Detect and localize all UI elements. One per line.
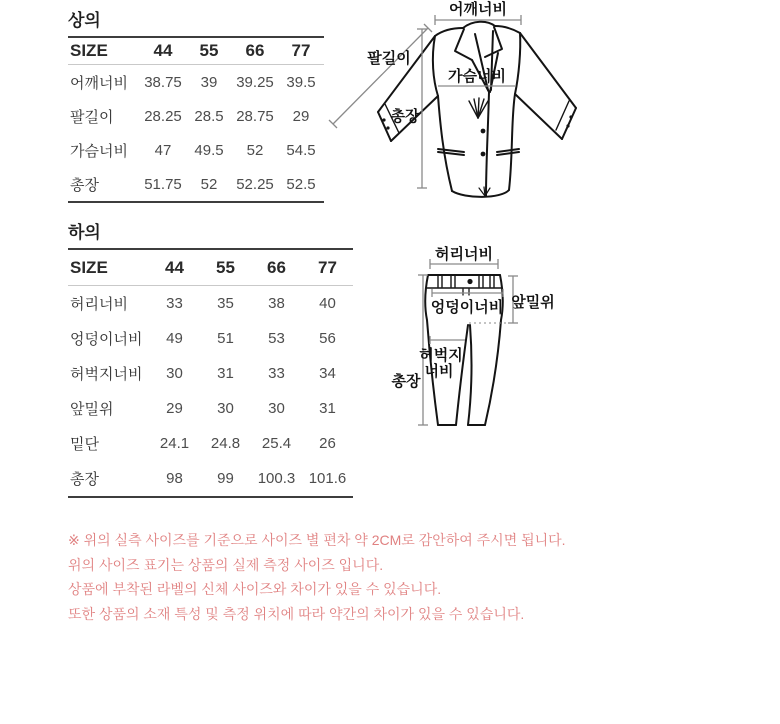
size-cell: 52 — [200, 175, 218, 193]
size-cell: 28.25 — [144, 107, 182, 125]
size-cell: 39.25 — [236, 73, 274, 91]
header-cell: 55 — [199, 41, 219, 60]
thigh-width-label-line2: 너비 — [424, 363, 454, 380]
size-cell: 28.75 — [236, 107, 274, 125]
note-line: ※ 위의 실측 사이즈를 기준으로 사이즈 별 편차 약 2CM로 감안하여 주시면 됩니다. — [68, 532, 566, 548]
size-cell: 98 — [166, 470, 183, 487]
waist-width-label: 허리너비 — [435, 246, 493, 263]
size-cell: 31 — [319, 400, 336, 417]
pants-measure-lines — [418, 259, 518, 425]
top-size-table — [68, 36, 324, 203]
size-cell: 26 — [319, 435, 336, 452]
size-cell: 30 — [268, 400, 285, 417]
row-label: 총장 — [70, 471, 99, 488]
size-cell: 25.4 — [261, 435, 292, 452]
table-row — [68, 99, 324, 133]
header-cell: 55 — [216, 257, 235, 277]
row-label: 가슴너비 — [70, 142, 128, 160]
size-cell: 40 — [319, 295, 336, 312]
chest-width-label: 가슴너비 — [448, 68, 506, 85]
table-row — [68, 167, 324, 202]
header-cell: 44 — [165, 257, 184, 277]
table-row — [68, 65, 324, 100]
size-cell: 47 — [154, 141, 172, 159]
size-cell: 53 — [268, 330, 285, 347]
table-row — [68, 286, 353, 322]
bottom-section-title: 하의 — [68, 223, 101, 242]
table-row — [68, 461, 353, 497]
size-cell: 31 — [217, 365, 234, 382]
row-label: 엉덩이너비 — [70, 331, 143, 348]
size-cell: 30 — [166, 365, 183, 382]
pants-diagram — [370, 235, 570, 435]
bottom-size-table — [68, 248, 353, 498]
size-cell: 54.5 — [286, 141, 316, 159]
table-row — [68, 133, 324, 167]
row-label: 허벅지너비 — [70, 366, 143, 383]
size-cell: 100.3 — [257, 470, 296, 487]
note-line: 위의 사이즈 표기는 상품의 실제 측정 사이즈 입니다. — [68, 556, 384, 573]
size-cell: 35 — [217, 295, 234, 312]
size-cell: 49 — [166, 330, 183, 347]
row-label: 팔길이 — [70, 108, 114, 126]
size-cell: 24.8 — [210, 435, 241, 452]
jacket-diagram — [325, 0, 660, 225]
header-cell: SIZE — [70, 257, 108, 277]
size-cell: 39.5 — [286, 73, 316, 91]
size-cell: 51 — [217, 330, 234, 347]
size-cell: 24.1 — [159, 435, 190, 452]
note-line: 상품에 부착된 라벨의 신체 사이즈와 차이가 있을 수 있습니다. — [68, 581, 442, 597]
table-row — [68, 391, 353, 426]
size-cell: 29 — [292, 107, 310, 125]
size-cell: 52.25 — [236, 175, 274, 193]
size-cell: 29 — [166, 400, 183, 417]
size-cell: 38.75 — [144, 73, 182, 91]
header-cell: 66 — [267, 257, 286, 277]
header-cell: 77 — [291, 41, 311, 60]
size-cell: 99 — [217, 470, 234, 487]
table-row — [68, 321, 353, 356]
header-cell: SIZE — [70, 41, 108, 60]
front-rise-label: 앞밀위 — [511, 294, 555, 311]
sleeve-length-label: 팔길이 — [367, 50, 411, 67]
row-label: 앞밀위 — [70, 401, 114, 418]
table-header-row — [68, 37, 324, 65]
size-cell: 30 — [217, 400, 234, 417]
header-cell: 66 — [245, 41, 265, 60]
row-label: 허리너비 — [70, 296, 128, 313]
top-section-title: 상의 — [68, 11, 101, 30]
row-label: 밑단 — [70, 436, 99, 453]
size-cell: 34 — [319, 365, 336, 382]
size-cell: 33 — [166, 295, 183, 312]
size-cell: 52.5 — [286, 175, 316, 193]
thigh-width-label-line1: 허벅지 — [419, 347, 463, 364]
size-cell: 49.5 — [194, 141, 224, 159]
size-cell: 38 — [268, 295, 285, 312]
size-cell: 101.6 — [308, 470, 347, 487]
size-cell: 52 — [246, 141, 264, 159]
size-cell: 51.75 — [144, 175, 182, 193]
row-label: 어깨너비 — [70, 74, 128, 92]
shoulder-width-label: 어깨너비 — [449, 1, 507, 18]
size-cell: 33 — [268, 365, 285, 382]
size-notes — [68, 528, 648, 626]
header-cell: 77 — [318, 257, 337, 277]
table-row — [68, 426, 353, 461]
header-cell: 44 — [153, 41, 173, 60]
table-row — [68, 356, 353, 391]
size-cell: 28.5 — [194, 107, 224, 125]
pants-total-length-label: 총장 — [391, 373, 421, 390]
table-header-row — [68, 249, 353, 286]
row-label: 총장 — [70, 176, 99, 194]
note-line: 또한 상품의 소재 특성 및 측정 위치에 따라 약간의 차이가 있을 수 있습니다. — [68, 605, 525, 622]
size-cell: 39 — [200, 73, 218, 91]
size-cell: 56 — [319, 330, 336, 347]
jacket-total-length-label: 총장 — [390, 108, 420, 125]
hip-width-label: 엉덩이너비 — [430, 299, 504, 316]
